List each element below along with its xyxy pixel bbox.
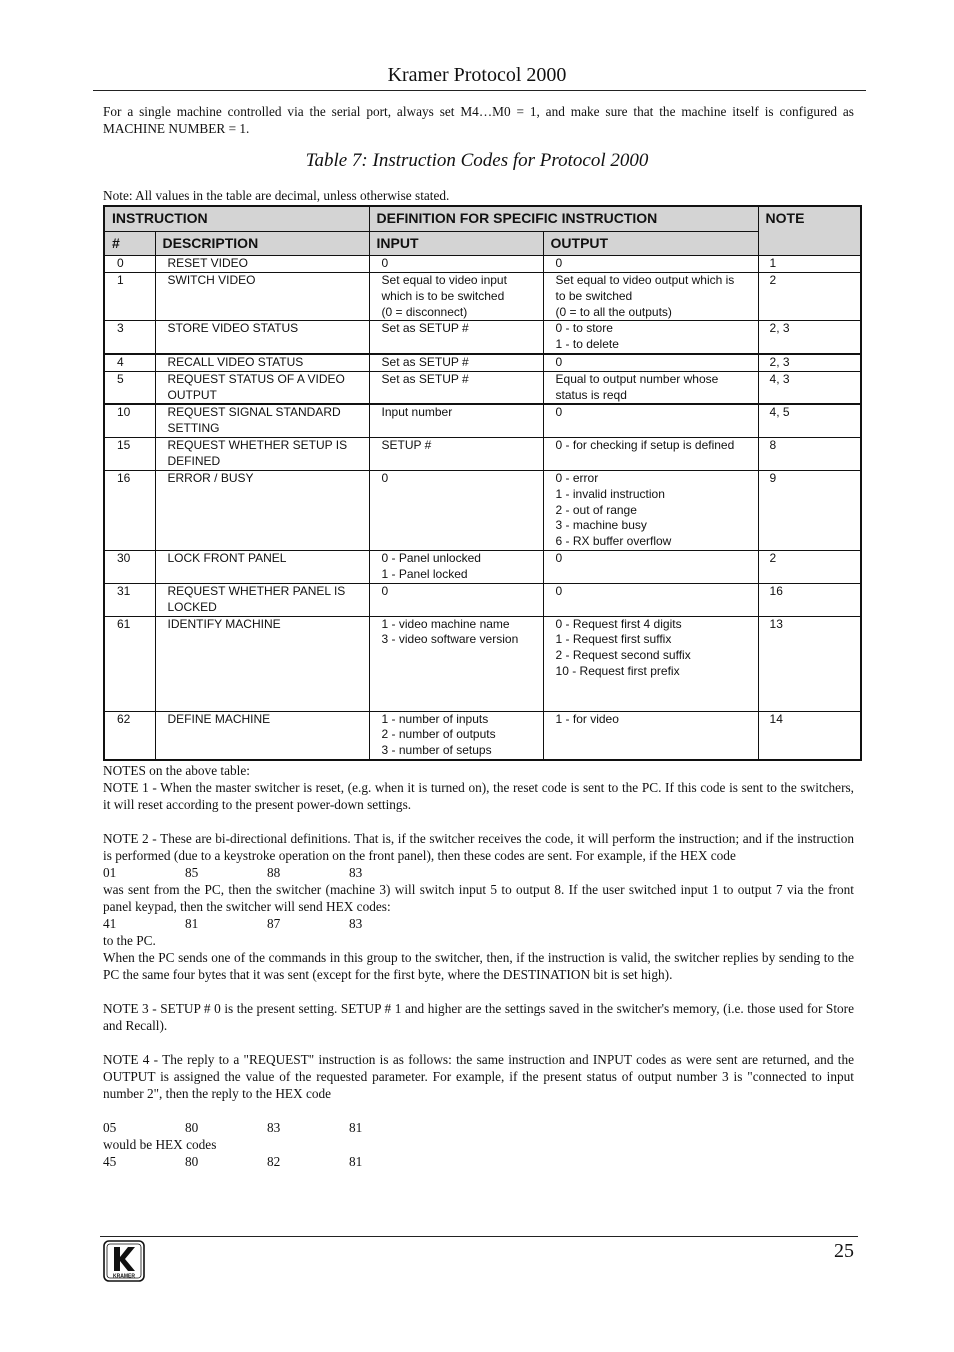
cell-input-line: 0 bbox=[381, 256, 389, 270]
cell-output-line: 10 - Request first prefix bbox=[555, 663, 680, 678]
cell-output-line: 1 - for video bbox=[555, 711, 619, 726]
table-row bbox=[104, 470, 861, 550]
table-row bbox=[104, 583, 861, 616]
cell-note bbox=[758, 321, 861, 354]
hex-code: 80 bbox=[185, 1154, 199, 1169]
cell-note-line: 1 bbox=[769, 256, 777, 270]
table-row bbox=[104, 273, 861, 321]
table-row bbox=[104, 711, 861, 760]
cell-description-line: REQUEST WHETHER SETUP IS bbox=[167, 437, 348, 452]
cell-description bbox=[155, 616, 369, 711]
table-body bbox=[104, 256, 861, 761]
cell-description-line: REQUEST STATUS OF A VIDEO bbox=[167, 371, 345, 386]
cell-description bbox=[155, 404, 369, 437]
kramer-logo-icon bbox=[103, 1240, 145, 1282]
cell-number bbox=[104, 711, 155, 760]
cell-input bbox=[369, 321, 543, 354]
cell-output-line: 6 - RX buffer overflow bbox=[555, 534, 672, 549]
cell-description bbox=[155, 437, 369, 470]
cell-description-line: REQUEST WHETHER PANEL IS bbox=[167, 583, 346, 598]
cell-input bbox=[369, 371, 543, 404]
note-4-would-be: would be HEX codes bbox=[103, 1137, 217, 1152]
note-2-intro: NOTE 2 - These are bi-directional definitions. That is, if the switcher receives the code, it will perform the instruction; and if the instruction is performed (due to a keystroke operation on the front panel), then these codes are sent. For example, if the HEX code bbox=[103, 831, 854, 863]
cell-number bbox=[104, 256, 155, 273]
cell-input bbox=[369, 354, 543, 371]
cell-output bbox=[543, 321, 758, 354]
cell-description bbox=[155, 273, 369, 321]
hex-code: 82 bbox=[267, 1154, 281, 1169]
cell-output-line: 2 - Request second suffix bbox=[555, 648, 691, 663]
cell-description-line: SETTING bbox=[167, 421, 220, 436]
cell-output bbox=[543, 550, 758, 583]
header-output: OUTPUT bbox=[543, 232, 758, 256]
cell-input bbox=[369, 711, 543, 760]
hex-code: 81 bbox=[349, 1120, 363, 1135]
cell-description bbox=[155, 583, 369, 616]
cell-output bbox=[543, 371, 758, 404]
cell-output bbox=[543, 354, 758, 371]
cell-input-line: 3 - number of setups bbox=[381, 743, 492, 758]
cell-input bbox=[369, 437, 543, 470]
cell-note-line: 13 bbox=[769, 616, 783, 631]
cell-output bbox=[543, 583, 758, 616]
cell-note-line: 8 bbox=[769, 437, 777, 452]
cell-description bbox=[155, 256, 369, 273]
cell-output-line: 2 - out of range bbox=[555, 502, 637, 517]
cell-note bbox=[758, 616, 861, 711]
cell-note-line: 2 bbox=[769, 273, 777, 287]
instruction-codes-table bbox=[103, 205, 862, 761]
header-instruction: INSTRUCTION bbox=[104, 206, 369, 232]
cell-description bbox=[155, 371, 369, 404]
hex-code: 81 bbox=[349, 1154, 363, 1169]
cell-input-line: Set equal to video input bbox=[381, 273, 507, 287]
cell-description-line: STORE VIDEO STATUS bbox=[167, 321, 299, 336]
cell-number bbox=[104, 321, 155, 354]
cell-output-line: 0 bbox=[555, 583, 563, 598]
note-4-intro: NOTE 4 - The reply to a "REQUEST" instruction is as follows: the same instruction and INPUT codes as were sent are returned, and the OUTPUT is assigned the value of the requested parameter. For example, if the present status of output number 3 is "connected to input number 2", then the reply to the HEX code bbox=[103, 1052, 854, 1101]
hex-code: 83 bbox=[349, 916, 363, 931]
hex-code: 83 bbox=[267, 1120, 281, 1135]
cell-number-line: 62 bbox=[117, 711, 131, 726]
table-row bbox=[104, 321, 861, 354]
cell-note bbox=[758, 470, 861, 550]
footer-rule bbox=[100, 1236, 858, 1237]
table-row bbox=[104, 550, 861, 583]
hex-code: 05 bbox=[103, 1120, 117, 1135]
cell-input bbox=[369, 256, 543, 273]
note-1: NOTE 1 - When the master switcher is reset, (e.g. when it is turned on), the reset code is sent to the PC. If this code is sent to the switchers, it will reset according to the present power-down settings. bbox=[103, 780, 854, 812]
note-3: NOTE 3 - SETUP # 0 is the present setting. SETUP # 1 and higher are the settings saved in the switcher's memory, (i.e. those used for Store and Recall). bbox=[103, 1001, 854, 1033]
cell-output-line: 1 - invalid instruction bbox=[555, 486, 665, 501]
hex-codes-row bbox=[103, 1153, 854, 1170]
cell-number-line: 16 bbox=[117, 470, 131, 485]
cell-description bbox=[155, 470, 369, 550]
page-header-title: Kramer Protocol 2000 bbox=[387, 64, 567, 86]
cell-number bbox=[104, 437, 155, 470]
cell-input bbox=[369, 616, 543, 711]
cell-number bbox=[104, 470, 155, 550]
cell-description bbox=[155, 550, 369, 583]
cell-input bbox=[369, 404, 543, 437]
cell-input-line: 2 - number of outputs bbox=[381, 727, 496, 742]
cell-output-line: Set equal to video output which is bbox=[555, 273, 735, 287]
cell-description-line: IDENTIFY MACHINE bbox=[167, 616, 281, 631]
table-row bbox=[104, 256, 861, 273]
cell-description-line: RECALL VIDEO STATUS bbox=[167, 354, 304, 369]
cell-input-line: 1 - video machine name bbox=[381, 616, 510, 631]
cell-number-line: 0 bbox=[117, 256, 124, 270]
cell-number bbox=[104, 583, 155, 616]
hex-code: 41 bbox=[103, 916, 117, 931]
cell-description bbox=[155, 354, 369, 371]
cell-output bbox=[543, 404, 758, 437]
cell-number-line: 10 bbox=[117, 405, 131, 420]
cell-input-line: Set as SETUP # bbox=[381, 371, 469, 386]
logo-text: KRAMER bbox=[113, 1273, 135, 1280]
cell-input-line: 0 bbox=[381, 470, 389, 485]
cell-output-line: 1 - Request first suffix bbox=[555, 632, 672, 647]
cell-number-line: 5 bbox=[117, 371, 124, 386]
hex-codes-row bbox=[103, 864, 854, 881]
cell-input-line: Set as SETUP # bbox=[381, 354, 469, 369]
cell-output-line: 0 bbox=[555, 256, 563, 270]
cell-note bbox=[758, 371, 861, 404]
table-row bbox=[104, 616, 861, 711]
cell-output bbox=[543, 273, 758, 321]
cell-number-line: 61 bbox=[117, 616, 131, 631]
cell-note bbox=[758, 404, 861, 437]
cell-number bbox=[104, 354, 155, 371]
hex-code: 01 bbox=[103, 865, 117, 880]
cell-input bbox=[369, 273, 543, 321]
cell-note-line: 2, 3 bbox=[769, 321, 790, 336]
cell-output-line: (0 = to all the outputs) bbox=[555, 304, 672, 319]
hex-code: 88 bbox=[267, 865, 281, 880]
cell-note-line: 2, 3 bbox=[769, 354, 790, 369]
cell-note bbox=[758, 273, 861, 321]
cell-number-line: 15 bbox=[117, 437, 131, 452]
cell-output-line: status is reqd bbox=[555, 387, 627, 402]
cell-input-line: (0 = disconnect) bbox=[381, 304, 468, 319]
cell-number bbox=[104, 550, 155, 583]
cell-output bbox=[543, 470, 758, 550]
cell-output-line: 3 - machine busy bbox=[555, 518, 647, 533]
cell-output-line: 1 - to delete bbox=[555, 337, 619, 352]
cell-note-line: 9 bbox=[769, 470, 777, 485]
cell-note bbox=[758, 437, 861, 470]
cell-input-line: 1 - number of inputs bbox=[381, 711, 489, 726]
cell-note bbox=[758, 711, 861, 760]
cell-input-line: 1 - Panel locked bbox=[381, 566, 468, 581]
cell-input-line: 0 bbox=[381, 583, 389, 598]
cell-input bbox=[369, 470, 543, 550]
cell-note bbox=[758, 354, 861, 371]
cell-number-line: 3 bbox=[117, 321, 124, 336]
cell-description bbox=[155, 711, 369, 760]
note-2-body: was sent from the PC, then the switcher (machine 3) will switch input 5 to output 8. If the user switched input 1 to output 7 via the front panel keypad, then the switcher will send HEX codes: bbox=[103, 882, 854, 914]
header-description: DESCRIPTION bbox=[155, 232, 369, 256]
cell-description-line: REQUEST SIGNAL STANDARD bbox=[167, 405, 341, 420]
cell-output bbox=[543, 711, 758, 760]
hex-code: 87 bbox=[267, 916, 281, 931]
table-row bbox=[104, 437, 861, 470]
cell-input-line: Input number bbox=[381, 405, 453, 420]
cell-note-line: 16 bbox=[769, 583, 783, 598]
cell-input bbox=[369, 550, 543, 583]
cell-note bbox=[758, 550, 861, 583]
cell-input bbox=[369, 583, 543, 616]
cell-input-line: which is to be switched bbox=[381, 288, 505, 303]
cell-output-line: Equal to output number whose bbox=[555, 371, 719, 386]
table-note: Note: All values in the table are decimal, unless otherwise stated. bbox=[103, 188, 450, 203]
header-rule bbox=[93, 90, 866, 91]
hex-codes-row bbox=[103, 915, 854, 932]
table-row bbox=[104, 404, 861, 437]
cell-input-line: Set as SETUP # bbox=[381, 321, 469, 336]
cell-description bbox=[155, 321, 369, 354]
cell-output bbox=[543, 256, 758, 273]
hex-code: 80 bbox=[185, 1120, 199, 1135]
cell-description-line: OUTPUT bbox=[167, 387, 217, 402]
notes-heading: NOTES on the above table: bbox=[103, 763, 250, 778]
cell-output-line: 0 bbox=[555, 354, 563, 369]
cell-note-line: 14 bbox=[769, 711, 783, 726]
cell-output-line: 0 - error bbox=[555, 470, 599, 485]
cell-number bbox=[104, 616, 155, 711]
cell-input-line: 0 - Panel unlocked bbox=[381, 550, 481, 565]
table-row bbox=[104, 354, 861, 371]
cell-number bbox=[104, 273, 155, 321]
cell-note bbox=[758, 256, 861, 273]
cell-description-line: DEFINED bbox=[167, 453, 221, 468]
cell-description-line: SWITCH VIDEO bbox=[167, 273, 256, 287]
cell-input-line: 3 - video software version bbox=[381, 632, 519, 647]
note-2-reply: When the PC sends one of the commands in this group to the switcher, then, if the instruction is valid, the switcher replies by sending to the PC the same four bytes that it was sent (except for the first byte, where the DESTINATION bit is set high). bbox=[103, 950, 854, 982]
cell-output-line: 0 - for checking if setup is defined bbox=[555, 437, 735, 452]
hex-code: 83 bbox=[349, 865, 363, 880]
cell-output bbox=[543, 437, 758, 470]
cell-note bbox=[758, 583, 861, 616]
table-caption: Table 7: Instruction Codes for Protocol 2000 bbox=[305, 150, 649, 171]
cell-number-line: 30 bbox=[117, 550, 131, 565]
header-num: # bbox=[104, 232, 155, 256]
cell-number-line: 31 bbox=[117, 583, 131, 598]
cell-number bbox=[104, 404, 155, 437]
note-2-to-pc: to the PC. bbox=[103, 933, 156, 948]
header-note: NOTE bbox=[758, 206, 861, 256]
cell-note-line: 4, 3 bbox=[769, 371, 790, 386]
cell-output bbox=[543, 616, 758, 711]
cell-description-line: ERROR / BUSY bbox=[167, 470, 254, 485]
cell-description-line: RESET VIDEO bbox=[167, 256, 248, 270]
cell-note-line: 4, 5 bbox=[769, 405, 790, 420]
hex-code: 81 bbox=[185, 916, 199, 931]
cell-description-line: LOCK FRONT PANEL bbox=[167, 550, 287, 565]
cell-output-line: to be switched bbox=[555, 288, 633, 303]
hex-codes-row bbox=[103, 1119, 854, 1136]
cell-number-line: 4 bbox=[117, 354, 124, 369]
cell-description-line: DEFINE MACHINE bbox=[167, 711, 271, 726]
table-row bbox=[104, 371, 861, 404]
header-definition: DEFINITION FOR SPECIFIC INSTRUCTION bbox=[369, 206, 758, 232]
hex-code: 45 bbox=[103, 1154, 117, 1169]
cell-description-line: LOCKED bbox=[167, 599, 217, 614]
cell-input-line: SETUP # bbox=[381, 437, 432, 452]
cell-output-line: 0 - to store bbox=[555, 321, 613, 336]
intro-paragraph: For a single machine controlled via the serial port, always set M4…M0 = 1, and make sure that the machine itself is configured as MACHINE NUMBER = 1. bbox=[103, 104, 854, 136]
header-input: INPUT bbox=[369, 232, 543, 256]
cell-output-line: 0 bbox=[555, 405, 563, 420]
cell-output-line: 0 - Request first 4 digits bbox=[555, 616, 682, 631]
notes-section bbox=[103, 762, 854, 1170]
cell-note-line: 2 bbox=[769, 550, 777, 565]
hex-code: 85 bbox=[185, 865, 199, 880]
page-number: 25 bbox=[834, 1240, 854, 1262]
cell-output-line: 0 bbox=[555, 550, 563, 565]
cell-number-line: 1 bbox=[117, 273, 124, 287]
cell-number bbox=[104, 371, 155, 404]
